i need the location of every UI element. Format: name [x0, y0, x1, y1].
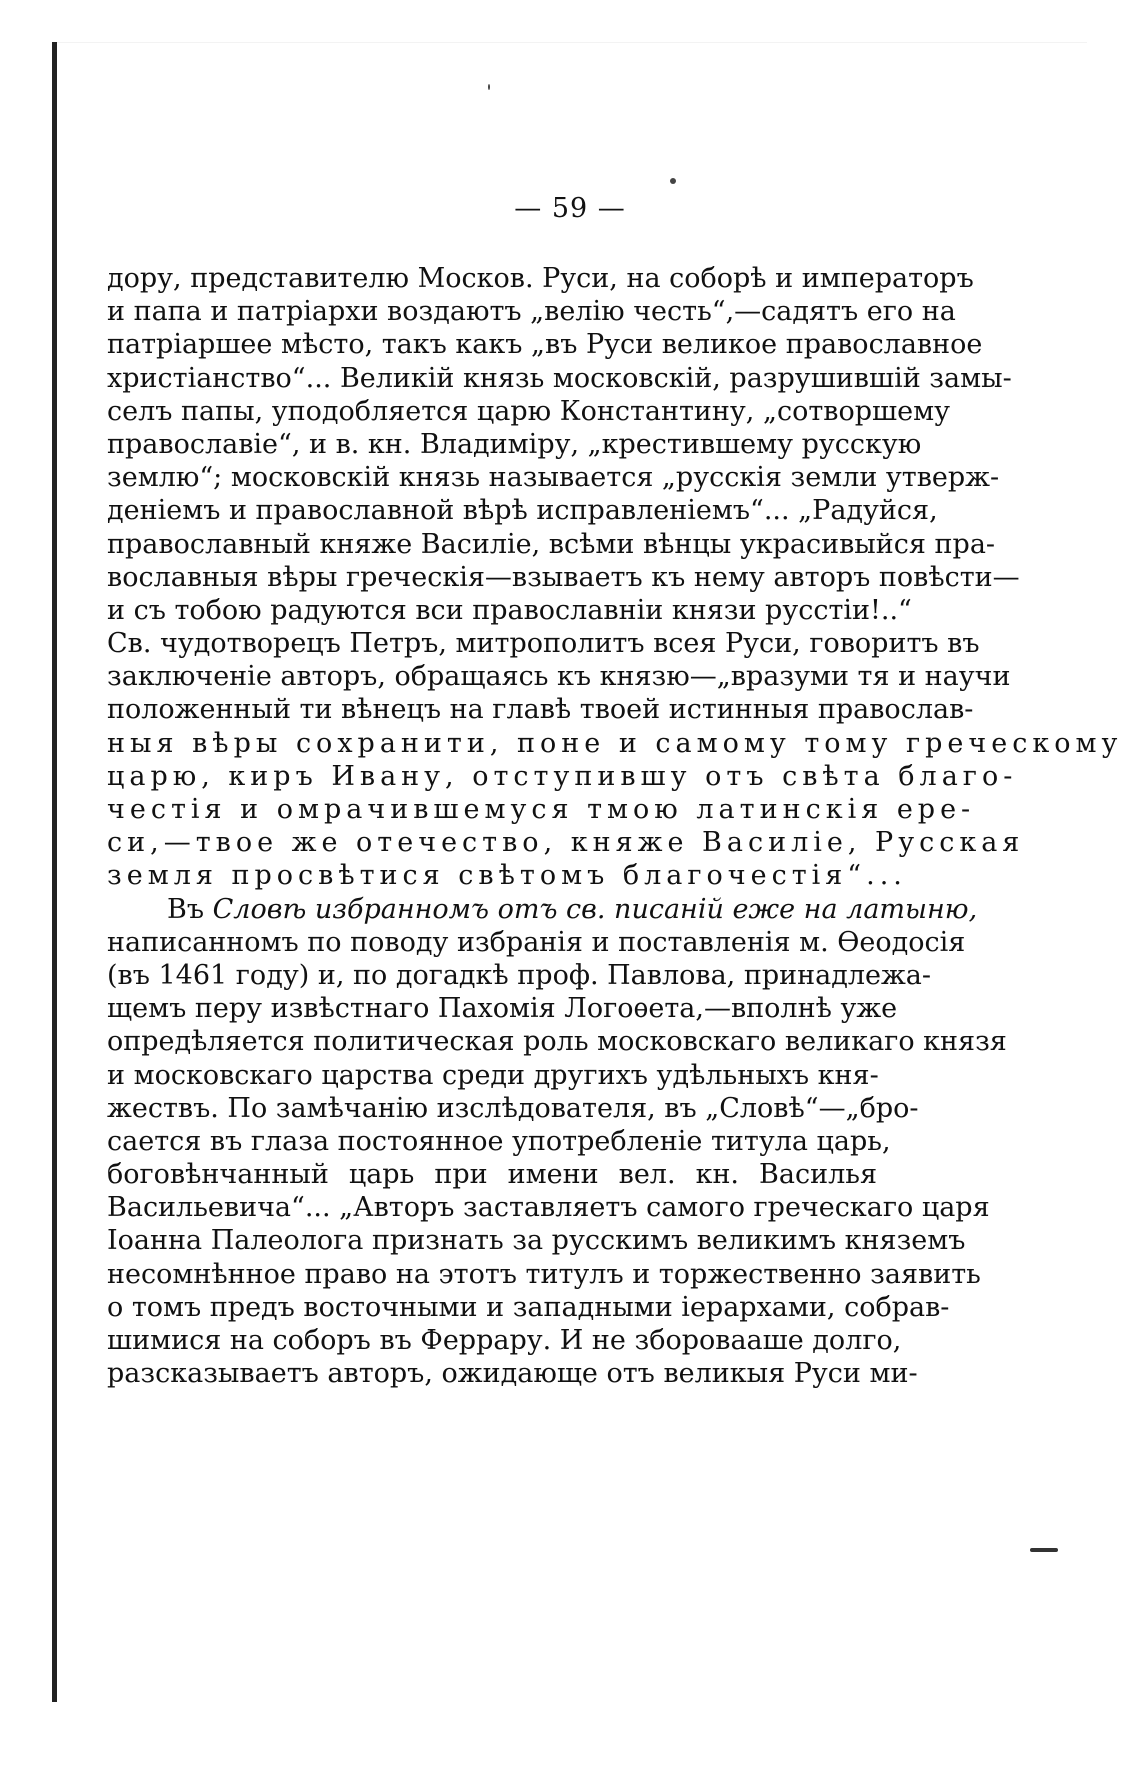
scan-speck — [488, 84, 490, 90]
text-span: Въ — [167, 893, 205, 925]
text-line: шимися на соборъ въ Феррару. И не зборовааше долго, — [107, 1325, 902, 1356]
text-line: православіе“, и в. кн. Владиміру, „крестившему русскую — [107, 428, 922, 460]
page-number: — 59 — — [514, 193, 626, 224]
text-line: царю, киръ Ивану, отступившу отъ свѣта благо- — [107, 760, 1018, 792]
text-line: селъ папы, уподобляется царю Константину, „сотворшему — [107, 395, 950, 427]
text-line: и папа и патріархи воздаютъ „велію честь“,—садятъ его на — [107, 296, 956, 328]
text-line: заключеніе авторъ, обращаясь къ князю—„вразуми тя и научи — [107, 661, 1011, 693]
text-line: землю“; московскій князь называется „русскія земли утверж- — [107, 462, 1000, 494]
italic-title: Словѣ избранномъ отъ св. писаній еже на латыню, — [212, 893, 978, 925]
text-line: жествъ. По замѣчанію изслѣдователя, въ „Словѣ“—„бро- — [107, 1092, 919, 1124]
text-line: христіанство“... Великій князь московскій, разрушившій замы- — [107, 362, 1012, 394]
text-line: сается въ глаза постоянное употребленіе титула царь, — [107, 1125, 891, 1157]
text-line: земля просвѣтися свѣтомъ благочестія“... — [107, 860, 907, 892]
text-line: щемъ перу извѣстнаго Пахомія Логоѳета,—вполнѣ уже — [107, 993, 898, 1025]
text-line: боговѣнчанный царь при имени вел. кн. Василья — [107, 1159, 877, 1191]
scan-edge — [52, 42, 57, 1702]
scan-speck — [670, 178, 676, 184]
text-line: вославныя вѣры греческія—взываетъ къ нему авторъ повѣсти— — [107, 561, 1020, 593]
text-line: патріаршее мѣсто, такъ какъ „въ Руси великое православное — [107, 329, 983, 361]
text-line: о томъ предъ восточными и западными іерархами, собрав- — [107, 1291, 950, 1323]
text-line: Св. чудотворецъ Петръ, митрополитъ всея Руси, говоритъ въ — [107, 628, 980, 660]
text-line: деніемъ и православной вѣрѣ исправленіемъ“... „Радуйся, — [107, 495, 938, 527]
text-line-paragraph-start — [107, 893, 978, 926]
text-line: и московскаго царства среди другихъ удѣльныхъ кня- — [107, 1059, 879, 1091]
text-line: православный княже Василіе, всѣми вѣнцы украсивыйся пра- — [107, 528, 996, 560]
body-text — [107, 262, 1123, 1390]
text-line: Васильевича“... „Авторъ заставляетъ самого греческаго царя — [107, 1192, 990, 1224]
text-line: ныя вѣры сохранити, поне и самому тому греческому — [107, 727, 1123, 759]
text-line: разсказываетъ авторъ, ожидающе отъ великыя Руси ми- — [107, 1358, 918, 1390]
text-line: положенный ти вѣнецъ на главѣ твоей истинныя православ- — [107, 694, 974, 726]
text-line: честія и омрачившемуся тмою латинскія ере- — [107, 794, 976, 825]
text-line: несомнѣнное право на этотъ титулъ и торжественно заявить — [107, 1258, 981, 1290]
scan-top-edge — [57, 42, 1087, 43]
text-line: (въ 1461 году) и, по догадкѣ проф. Павлова, принадлежа- — [107, 959, 932, 991]
margin-mark — [1030, 1548, 1058, 1552]
text-line: Іоанна Палеолога признать за русскимъ великимъ княземъ — [107, 1225, 966, 1257]
text-line: написанномъ по поводу избранія и поставленія м. Ѳеодосія — [107, 926, 966, 958]
text-line: дору, представителю Москов. Руси, на соборѣ и императоръ — [107, 263, 974, 294]
text-line: си,—твое же отечество, княже Василіе, Русская — [107, 827, 1025, 859]
text-line: и съ тобою радуются вси православніи князи русстіи!..“ — [107, 594, 912, 626]
text-line: опредѣляется политическая роль московскаго великаго князя — [107, 1026, 1007, 1058]
